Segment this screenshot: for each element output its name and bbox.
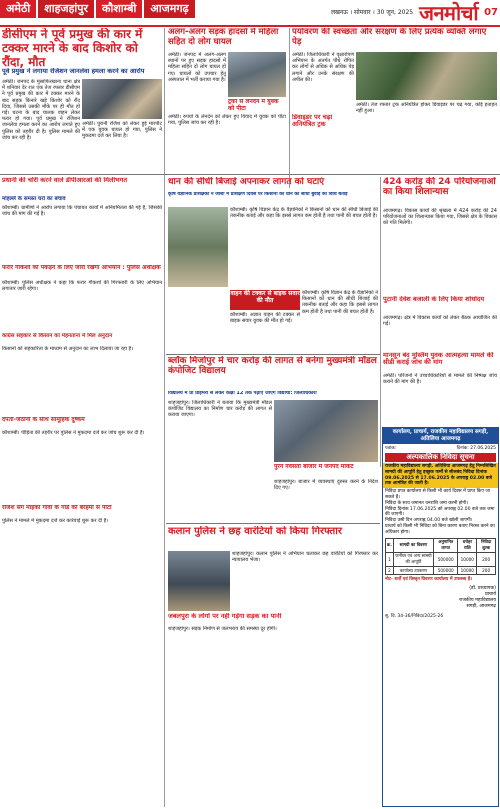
tender-condition: निविदा प्रपत्र कार्यालय से किसी भी कार्य दिवस में प्राप्त किए जा सकते हैं। [385,489,490,500]
table-cell: कार्यालय उपकरण [393,566,433,574]
table-header: सामग्री का विवरण [393,538,433,552]
center-box-headline: वाहन की टक्कर से बाइक सवार की मौत [230,290,300,310]
column-divider [289,28,290,188]
page-number: 07 [484,6,498,18]
table-cell: 10000 [458,566,477,574]
kaushambi-body: कौशाम्बी। ग्रामीणों ने आरोप लगाया कि पंचायत कार्यों में अनियमितता की गई है, जिसकी जांच की मांग की गई है। [2,205,162,218]
tender-ad-code: सू. वि. 34-36/निविदा/2025-26 [385,613,444,619]
col2-body: अमेठी। जनपद में अलग-अलग स्थानों पर हुए सड़क हादसों में महिला सहित दो लोग घायल हो गए। घायलों को उपचार हेतु अस्पताल में भर्ती कराया गया है। [168,52,226,83]
column-divider [164,177,165,807]
col2-headline: अलग-अलग सड़क हादसों में महिला सहित दो लोग घायल [168,28,279,47]
column-divider [380,177,381,467]
tender-notice [382,427,499,807]
right-subhead: पुटानी देवेश बजाली के लिए किया शोधोदय [383,296,485,303]
table-header-row [386,538,496,552]
table-cell: 200 [477,552,496,566]
kalan-body: शाहजहांपुर। कलान पुलिस ने अभियान चलाकर छह वारंटियों को गिरफ्तार कर न्यायालय भेजा। [232,551,378,564]
table-cell: फर्नीचर एवं अन्य सामग्री की आपूर्ति [393,552,433,566]
center-body-cont: कौशाम्बी। कृषि विज्ञान केंद्र के वैज्ञानिकों ने किसानों को धान की सीधी बिजाई की तकनीक बताई और कहा कि इससे लागत कम होती है तथा पानी की बचत होती है। [302,290,378,315]
tender-condition: निविदा उसी दिन अपराह्न 04.00 बजे खोली जाएगी। [385,518,473,524]
table-header: अनुमानित लागत [434,538,458,552]
kaushambi-headline: प्रधानी की चोरी करने वाले डीपीआरओ की मिलीभगत [2,177,128,184]
mirzapur-sub2: पुरने नवसता बाजार में जनपद मार्केट [274,464,354,470]
col3-subhead: डिवाइडर पर चढ़ा अनियंत्रित ट्रक [292,114,333,129]
newspaper-brand: जनमोर्चा [419,0,479,25]
tender-condition: निविदा दिनांक 17.06.2025 को अपराह्न 02.00 बजे तक जमा की जाएगी। [385,506,495,518]
center-subline: कृषि वैज्ञानिक प्रशिक्षकों ने जोशी में प्रशिक्षण दिवस पर किसानों को धान की सीधी बुवाई की विधि बताई [168,192,348,197]
tender-condition: प्राचार्य को किसी भी निविदा को बिना कारण बताए निरस्त करने का अधिकार होगा। [385,523,495,535]
kaushambi-sub3-body: किसानों को सहकारिता के माध्यम से अनुदान का लाभ दिलाया जा रहा है। [2,346,134,352]
table-header: निविदा शुल्क [477,538,496,552]
table-row [386,566,496,574]
kalan-subhead: जबलपुरा के लोगों पर नहीं गड़ेगा सड़क का पानी [168,613,282,620]
tender-conditions [383,488,498,536]
right-body: आजमगढ़। विकास कार्यों की श्रृंखला में 424 करोड़ की 24 परियोजनाओं का शिलान्यास किया गया, जिससे क्षेत्र के विकास को गति मिलेगी। [383,208,497,227]
kalan-sub-body: शाहजहांपुर। सड़क निर्माण से जलभराव की समस्या दूर होगी। [168,626,277,632]
kaushambi-sub5-body: पुलिस ने मामले में मुकदमा दर्ज कर कार्रवाई शुरू कर दी है। [2,518,109,524]
table-cell: 500000 [434,566,458,574]
center-body: कौशाम्बी। कृषि विज्ञान केंद्र के वैज्ञानिकों ने किसानों को धान की सीधी बिजाई की तकनीक बताई और कहा कि इससे लागत कम होती है तथा पानी की बचत होती है। [230,207,378,220]
tender-ref-date: दिनांक: 27.06.2025 [456,446,496,451]
tab-shahjahanpur: शाहजहांपुर [38,0,94,18]
table-cell: 1 [386,552,394,566]
section-rule [0,174,500,175]
col2-sub-body: अमेठी। रुपयों के लेनदेन को लेकर हुए विवाद में युवक को पीटा गया, पुलिस जांच कर रही है। [168,114,286,127]
lead-subhead: पूर्व प्रमुख ने लगाया रंजिशन जानलेवा हमला करने का आरोप [2,68,145,75]
table-cell: 10000 [458,552,477,566]
kaushambi-sub2-body: कौशाम्बी। पुलिस अधीक्षक ने कहा कि फरार गौकशों की गिरफ्तारी के लिए अभियान लगातार जारी रहेगा। [2,280,162,293]
masthead-rule [0,25,500,27]
tender-title: अल्पकालिक निविदा सूचना [385,453,496,462]
tender-ref-no: पत्रांक: [385,446,397,451]
tender-office-line: कार्यालय, प्राचार्य, राजकीय महाविद्यालय सगड़ी, अतिलिया आजमगढ़ [383,428,498,444]
table-header: धरोहर राशि [458,538,477,552]
mirzapur-photo [274,400,378,462]
kaushambi-subhead: मोहल्ले के समस्त घरों का बचाव [2,196,66,202]
col2-photo [228,52,286,97]
kaushambi-sub4: दंपती-जेठानी के साथ सामूहिक दुष्कर्म [2,417,85,423]
lead-body-cont: अमेठी। पुरानी रंजिश को लेकर हुई मारपीट में एक युवक घायल हो गया, पुलिस ने मुकदमा दर्ज कर लिया है। [82,121,162,140]
col2-subhead: ट्रकों से लेनदेन में युवक को पीटा [228,99,279,112]
table-cell: 200 [477,566,496,574]
col3-sub-body: अमेठी। तेज रफ्तार ट्रक अनियंत्रित होकर डिवाइडर पर चढ़ गया, कोई हताहत नहीं हुआ। [356,102,497,115]
tender-note: नोट- शर्तों एवं विस्तृत विवरण कार्यालय में उपलब्ध है। [385,577,473,583]
table-row [386,552,496,566]
col4-body: अमेठी। परिजनों ने उच्चाधिकारियों से मामले की निष्पक्ष जांच कराने की मांग की है। [383,373,497,386]
kalan-headline: कलान पुलिस ने छह वारंटियों को किया गिरफ्तार [168,526,342,537]
mirzapur-subline: विद्यालय में प्री प्राइमरी से लेकर कक्षा 12 तक पढ़ाए जाएंगे विद्यार्थी: जिलाधिकारी [168,391,317,396]
lead-headline: डीसीएम ने पूर्व प्रमुख की कार में टक्कर मारने के बाद किशोर को रौंदा, मौत [2,28,143,68]
tab-amethi: अमेठी [0,0,36,18]
kaushambi-sub3: कांग्रेस सहकार से किसान का मेहनताना में मिल अनुदान [2,333,113,339]
kaushambi-sub4-body: कौशाम्बी। पीड़िता की तहरीर पर पुलिस ने मुकदमा दर्ज कर जांच शुरू कर दी है। [2,430,145,436]
section-rule [166,354,380,355]
right-headline: 424 करोड़ की 24 परियोजनाओं का किया शिलान्यास [383,177,496,198]
tender-intro: राजकीय महाविद्यालय सगड़ी, अतिलिया आजमगढ़ हेतु निम्नलिखित सामग्री की आपूर्ति हेतु इच्छुक फर्मों से सीलबंद निविदा दिनांक 09.06.2025 से 17.06.2025 के अपराह्न 02.00 बजे तक आमंत्रित की जाती है। [383,463,498,488]
lead-photo [82,79,162,119]
center-box-body: कौशाम्बी। अज्ञात वाहन की टक्कर से बाइक सवार युवक की मौत हो गई। [230,312,300,325]
table-cell: 2 [386,566,394,574]
kaushambi-sub2: फरार गौकशों को पकड़ने के लिए जारी रखेगा अभियान : पुलिस अधीक्षक [2,265,161,271]
center-photo [168,207,228,287]
tender-condition: निविदा के साथ जमानत धनराशि जमा करनी होगी। [385,500,469,506]
mirzapur-body: शाहजहांपुर। जिलाधिकारी ने बताया कि मुख्यमंत्री मॉडल कंपोजिट विद्यालय का निर्माण चार करोड़ की लागत से कराया जाएगा। [168,400,272,419]
mirzapur-sub2-body: शाहजहांपुर। बाजार में व्यवस्थाएं दुरुस्त करने के निर्देश दिए गए। [274,479,378,492]
tab-azamgarh: आजमगढ़ [144,0,194,18]
col4-headline: मानसून बंद मुस्लिम युवक आत्महत्या मामले की सीडी कराई जांच की मांग [383,352,494,367]
table-cell: 500000 [434,552,458,566]
tender-table-wrap [383,537,498,577]
col3-body: अमेठी। जिलाधिकारी ने वृक्षारोपण अभियान के अंतर्गत पौधे रोपित कर लोगों से अधिक से अधिक पेड़ लगाने और उनके संरक्षण की अपील की। [292,52,354,83]
kalan-photo [168,551,230,611]
mirzapur-headline: ब्लॉक मिर्जापुर में चार करोड़ की लागत से बनेगा मुख्यमंत्री मॉडल कंपोजिट विद्यालय [168,356,377,377]
tender-signature: (डॉ. प्राध्यापक) प्राचार्य राजकीय महाविद्यालय सगड़ी, आजमगढ़ [459,585,496,609]
tender-ref-row [383,444,498,452]
col3-photo [356,52,497,100]
lead-body: अमेठी। जनपद के मुसाफिरखाना थाना क्षेत्र में शनिवार देर रात एक तेज रफ्तार डीसीएम ने पूर्व प्रमुख की कार में टक्कर मारने के बाद सड़क किनारे खड़े किशोर को रौंद दिया, जिससे उसकी मौके पर ही मौत हो गई। घटना के बाद चालक वाहन लेकर फरार हो गया। पूर्व प्रमुख ने रंजिशन जानलेवा हमला करने का आरोप लगाते हुए पुलिस को तहरीर दी है। पुलिस मामले की जांच कर रही है। [2,79,80,141]
section-rule [166,523,380,524]
masthead [331,0,500,24]
center-headline: धान की सीधी बिजाई अपनाकर लागत को घटाएं [168,177,325,187]
kaushambi-sub5: रंजिश संग माइकों गांवों के गार्ड को बेरहमी से पीटा [2,505,112,511]
table-header: क्र. [386,538,394,552]
tab-kaushambi: कौशाम्बी [96,0,142,18]
tender-table [385,538,496,576]
date-line: लखनऊ । सोमवार । 30 जून, 2025 [330,9,414,16]
col3-headline: पर्यावरण की स्वच्छता और संरक्षण के लिए प्रत्येक व्यक्ति लगाए पेड़ [292,28,487,47]
right-sub-body: आजमगढ़। क्षेत्र में विकास कार्यों को लेकर बैठक आयोजित की गई। [383,315,497,328]
